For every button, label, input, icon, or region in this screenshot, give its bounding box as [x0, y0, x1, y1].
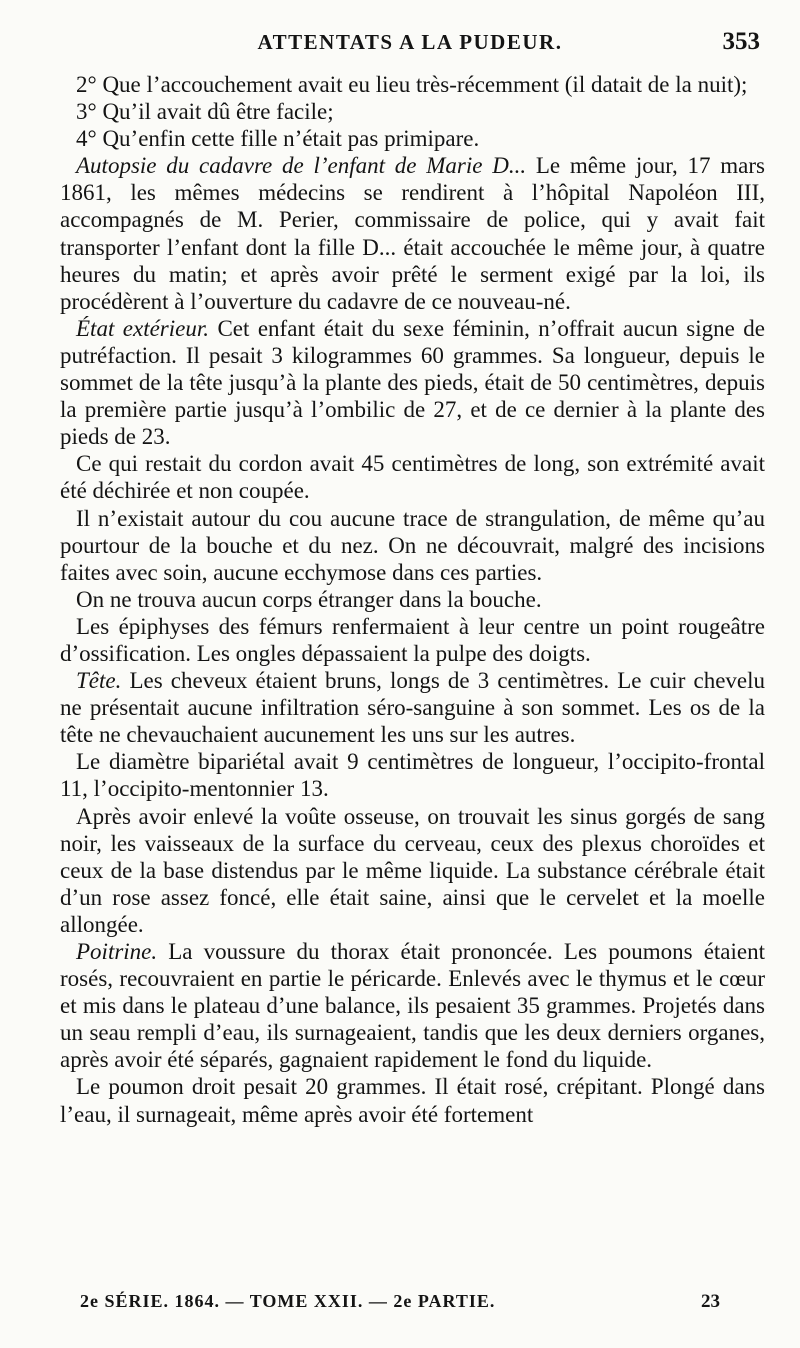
paragraph-5-text: Cet enfant était du sexe féminin, n’offrait aucun signe de putréfaction. Il pesait 3 kilogrammes 60 grammes. Sa longueur, depuis le sommet de la tête jusqu’à la plante des pieds, était de 50 centimètres, depuis la première partie jusqu’à l’ombilic de 27, et de ce dernier à la plante des pieds de 23. [60, 315, 765, 450]
paragraph-3: 4° Qu’enfin cette fille n’était pas primipare. [76, 126, 480, 152]
paragraph-4-text: Le même jour, 17 mars 1861, les mêmes médecins se rendirent à l’hôpital Napoléon III, accompagnés de M. Perier, commissaire de police, qui y avait fait transporter l’enfant dont la fille D... était accouchée le même jour, à quatre heures du matin; et après avoir prêté le serment exigé par la loi, ils procédèrent à l’ouverture du cadavre de ce nouveau-né. [60, 153, 765, 314]
paragraph-7: Il n’existait autour du cou aucune trace de strangulation, de même qu’au pourtour de la bouche et du nez. On ne découvrait, malgré des incisions faites avec soin, aucune ecchymose dans ces parties. [60, 505, 765, 585]
page-body [60, 71, 765, 1128]
paragraph-9: Les épiphyses des fémurs renfermaient à leur centre un point rougeâtre d’ossification. Les ongles dépassaient la pulpe des doigts. [60, 613, 765, 666]
page-header [60, 30, 760, 64]
paragraph-6: Ce qui restait du cordon avait 45 centimètres de long, son extrémité avait été déchirée et non coupée. [60, 451, 765, 504]
paragraph-10-text: Les cheveux étaient bruns, longs de 3 centimètres. Le cuir chevelu ne présentait aucune infiltration séro-sanguine à son sommet. Les os de la tête ne chevauchaient aucunement les uns sur les autres. [60, 668, 765, 748]
paragraph-13 [60, 938, 765, 1073]
section-heading-etat-exterieur: État extérieur. [76, 315, 209, 341]
signature-mark: 23 [701, 1291, 720, 1312]
paragraph-11: Le diamètre bipariétal avait 9 centimètres de longueur, l’occipito-frontal 11, l’occipito-mentonnier 13. [60, 749, 765, 802]
section-heading-autopsie: Autopsie du cadavre de l’enfant de Marie D... [76, 153, 527, 179]
section-heading-tete: Tête. [76, 668, 122, 694]
paragraph-10 [60, 667, 765, 748]
series-note: 2e SÉRIE. 1864. — TOME XXII. — 2e PARTIE. [80, 1291, 496, 1311]
paragraph-1: 2° Que l’accouchement avait eu lieu très-récemment (il datait de la nuit); [76, 72, 748, 97]
paragraph-12: Après avoir enlevé la voûte osseuse, on trouvait les sinus gorgés de sang noir, les vaisseaux de la surface du cerveau, ceux des plexus choroïdes et ceux de la base distendus par le même liquide. La substance cérébrale était d’un rose assez foncé, elle était saine, ainsi que le cervelet et la moelle allongée. [60, 803, 765, 937]
page-footer [80, 1291, 720, 1321]
section-heading-poitrine: Poitrine. [76, 939, 158, 964]
paragraph-13-text: La voussure du thorax était prononcée. Les poumons étaient rosés, recouvraient en partie le péricarde. Enlevés avec le thymus et le cœur et mis dans le plateau d’une balance, ils pesaient 35 grammes. Projetés dans un seau rempli d’eau, ils surnageaient, tandis que les deux derniers organes, après avoir été séparés, gagnaient rapidement le fond du liquide. [60, 939, 765, 1073]
running-title: ATTENTATS A LA PUDEUR. [257, 30, 563, 54]
paragraph-4 [60, 152, 765, 315]
paragraph-5 [60, 315, 765, 450]
page-number: 353 [722, 28, 760, 55]
paragraph-14: Le poumon droit pesait 20 grammes. Il était rosé, crépitant. Plongé dans l’eau, il surnageait, même après avoir été fortement [60, 1074, 765, 1127]
paragraph-8: On ne trouva aucun corps étranger dans la bouche. [76, 586, 542, 612]
paragraph-2: 3° Qu’il avait dû être facile; [76, 99, 334, 125]
